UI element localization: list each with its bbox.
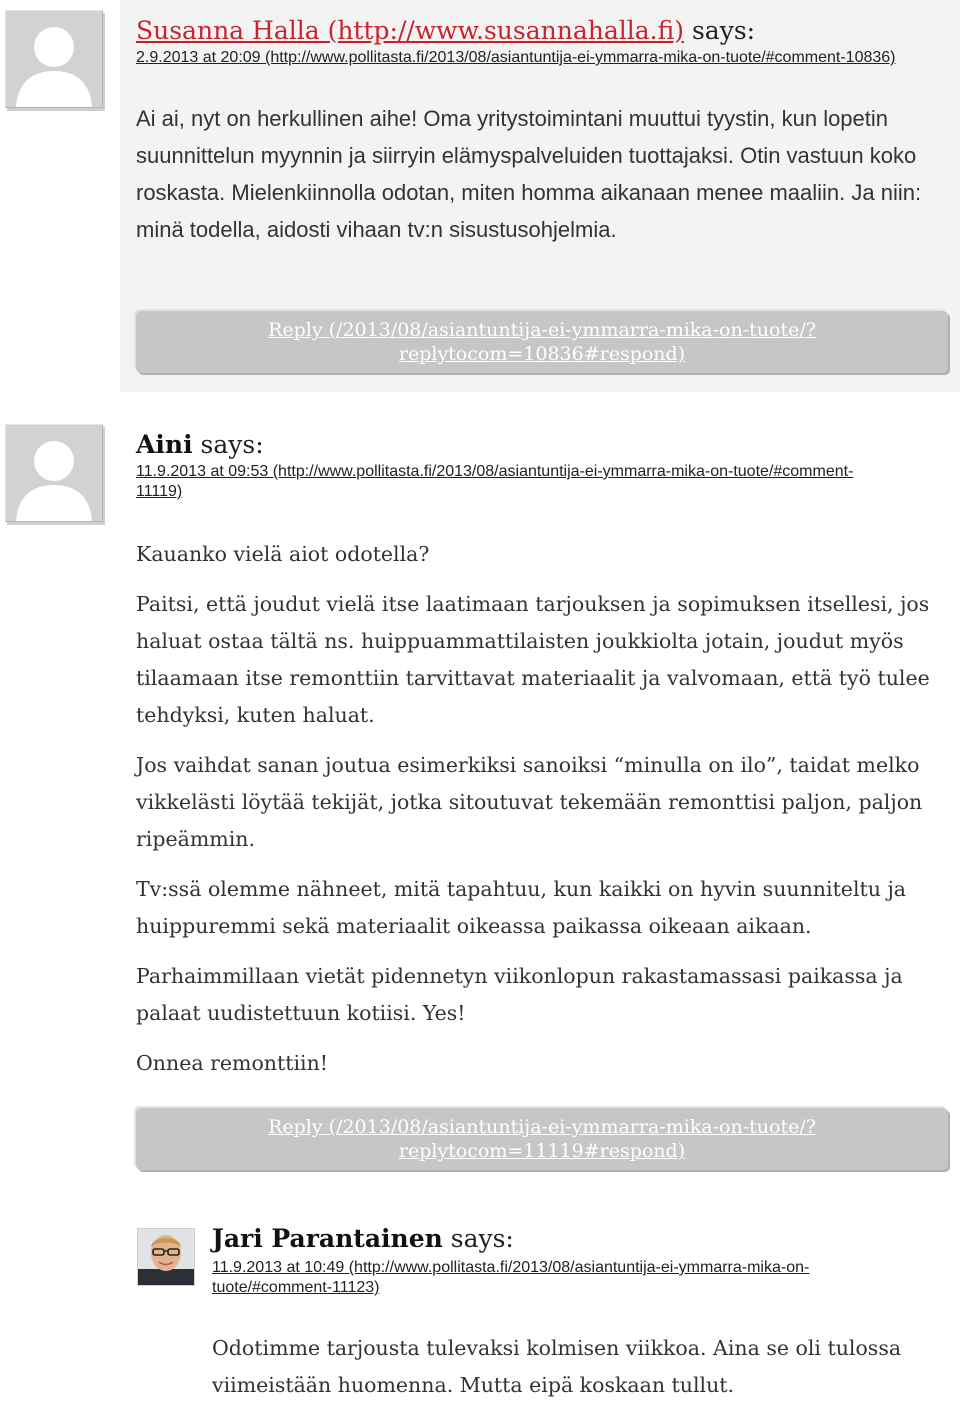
- author-name: Aini: [136, 430, 193, 459]
- reply-link-line-2: replytocom=10836#respond): [398, 343, 686, 365]
- comment-aini: [0, 412, 960, 1192]
- says-label: says:: [450, 1224, 514, 1253]
- comment-paragraph: Odotimme tarjousta tulevaksi kolmisen viikkoa. Aina se oli tulossa viimeistään huomenna. Mutta eipä koskaan tullut.: [212, 1336, 902, 1397]
- comment-body: [136, 100, 926, 248]
- reply-button[interactable]: [136, 311, 948, 373]
- comment-author-line: [212, 1224, 514, 1254]
- permalink-line-2: 11119): [136, 483, 183, 500]
- comment-paragraph: Kauanko vielä aiot odotella?: [136, 542, 430, 566]
- comment-paragraph: Tv:ssä olemme nähneet, mitä tapahtuu, kun kaikki on hyvin suunniteltu ja huippuremmi sekä materiaalit oikeassa paikassa oikeaan aikaan.: [136, 877, 907, 938]
- comment-paragraph: Onnea remonttiin!: [136, 1051, 329, 1075]
- author-name: Jari Parantainen: [212, 1224, 443, 1253]
- reply-link-line-2: replytocom=11119#respond): [398, 1140, 686, 1162]
- comment-susanna-halla: [0, 0, 960, 392]
- permalink-line-2: tuote/#comment-11123): [212, 1279, 380, 1296]
- user-photo-avatar: [137, 1228, 195, 1286]
- reply-button[interactable]: [136, 1108, 948, 1170]
- comment-paragraph: Ai ai, nyt on herkullinen aihe! Oma yritystoimintani muuttui tyystin, kun lopetin suunnittelun myynnin ja siirryin elämyspalveluiden tuottajaksi. Otin vastuun koko roskasta. Mielenkiinnolla odotan, miten homma aikanaan menee maaliin. Ja niin: minä todella, aidosti vihaan tv:n sisustusohjelmia.: [136, 106, 922, 242]
- permalink-line-1: 11.9.2013 at 09:53 (http://www.pollitasta.fi/2013/08/asiantuntija-ei-ymmarra-mika-on-tuote/#comment-: [136, 463, 854, 480]
- default-avatar-icon: [5, 424, 103, 522]
- comment-author-line: [136, 430, 264, 460]
- reply-link-line-1: Reply (/2013/08/asiantuntija-ei-ymmarra-mika-on-tuote/?: [268, 1116, 816, 1138]
- comment-permalink[interactable]: 2.9.2013 at 20:09 (http://www.pollitasta.fi/2013/08/asiantuntija-ei-ymmarra-mika-on-tuote/#comment-10836): [136, 49, 896, 66]
- says-label: says:: [691, 16, 756, 45]
- says-label: says:: [200, 430, 264, 459]
- comment-body: [136, 536, 956, 1095]
- comment-paragraph: Parhaimmillaan vietät pidennetyn viikonlopun rakastamassasi paikassa ja palaat uudistettuun kotiisi. Yes!: [136, 964, 903, 1025]
- comment-body: [212, 1330, 952, 1417]
- comment-author-line: [136, 16, 755, 46]
- reply-link-line-1: Reply (/2013/08/asiantuntija-ei-ymmarra-mika-on-tuote/?: [268, 319, 816, 341]
- author-link[interactable]: Susanna Halla (http://www.susannahalla.fi): [136, 16, 685, 45]
- comment-paragraph: Paitsi, että joudut vielä itse laatimaan tarjouksen ja sopimuksen itsellesi, jos haluat ostaa tältä ns. huippuammattilaisten joukkiolta jotain, joudut myös tilaamaan itse remonttiin tarvittavat materiaalit ja valvomaan, että työ tulee tehdyksi, kuten haluat.: [136, 592, 930, 727]
- permalink-line-1: 11.9.2013 at 10:49 (http://www.pollitasta.fi/2013/08/asiantuntija-ei-ymmarra-mika-on-: [212, 1259, 810, 1276]
- default-avatar-icon: [5, 10, 103, 108]
- comment-permalink[interactable]: [136, 462, 936, 502]
- comment-jari-parantainen: [0, 1218, 960, 1401]
- comment-paragraph: Jos vaihdat sanan joutua esimerkiksi sanoiksi “minulla on ilo”, taidat melko vikkelästi löytää tekijät, jotka sitoutuvat tekemään remonttisi paljon, paljon ripeämmin.: [136, 753, 923, 851]
- comment-permalink[interactable]: [212, 1258, 912, 1298]
